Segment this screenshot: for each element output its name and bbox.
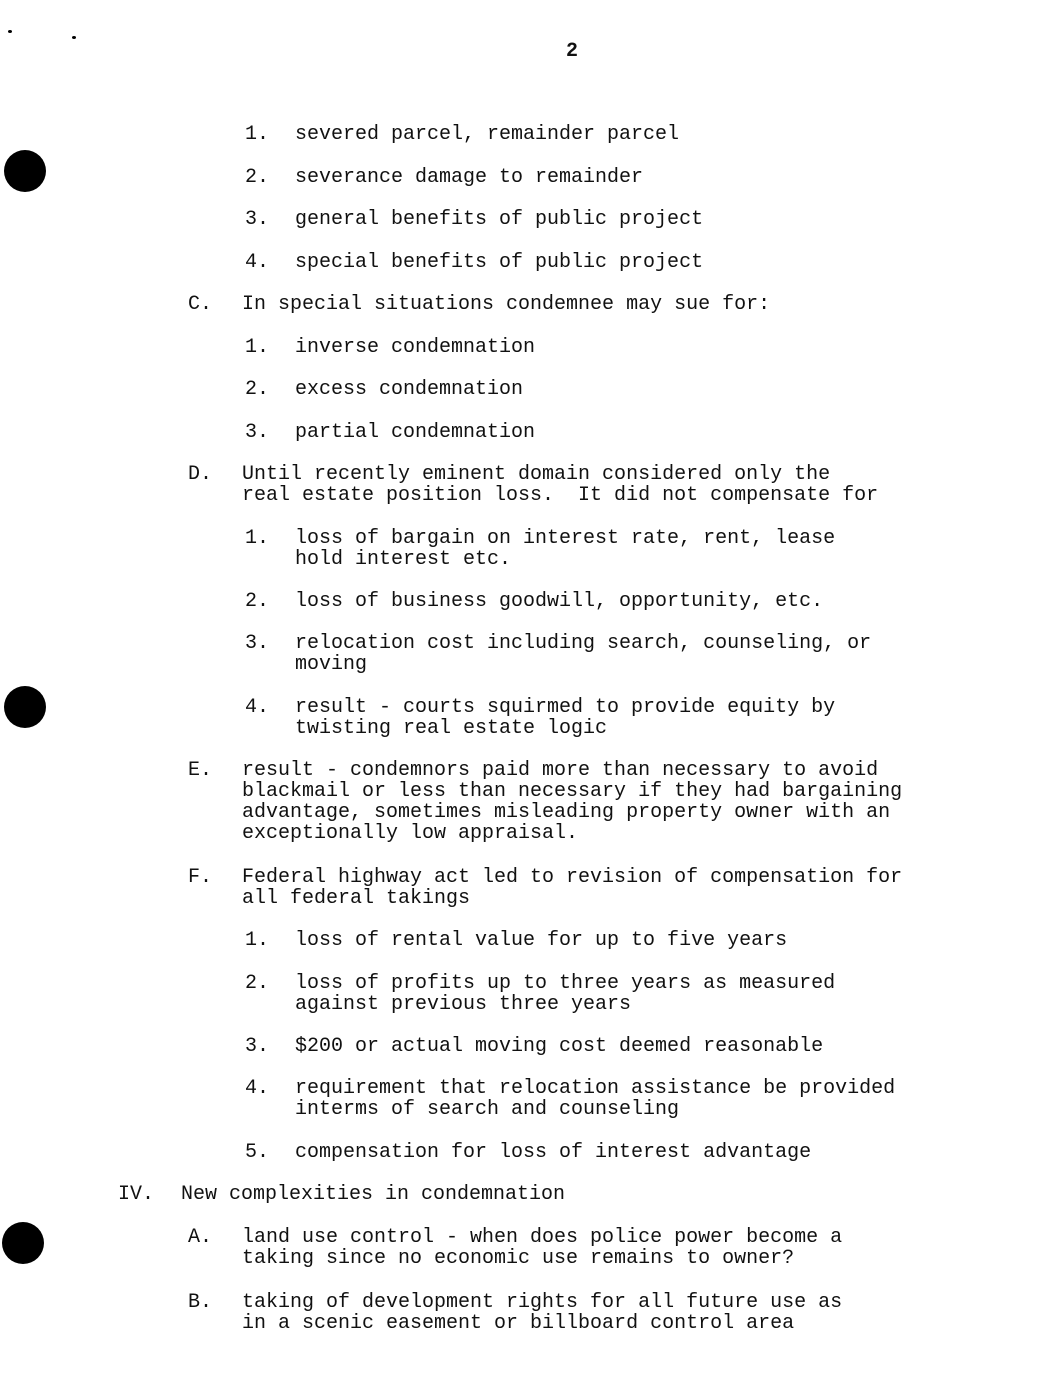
item-text: loss of rental value for up to five years — [295, 929, 788, 952]
outline-item — [245, 591, 823, 612]
item-text: Federal highway act led to revision of compensation for all federal takings — [242, 866, 903, 910]
item-text: special benefits of public project — [295, 251, 704, 274]
outline-item — [245, 1078, 895, 1120]
outline-item — [245, 252, 703, 273]
item-marker: 1. — [245, 929, 270, 952]
item-text: result - condemnors paid more than necessary to avoid blackmail or less than necessary if they had bargaining advantage, sometimes misleading property owner with an exceptionally low appraisal. — [242, 759, 903, 845]
outline-item — [245, 973, 835, 1015]
outline-item — [245, 1142, 811, 1163]
item-marker: 3. — [245, 632, 270, 655]
outline-item — [188, 1292, 842, 1334]
item-text: excess condemnation — [295, 378, 524, 401]
item-text: $200 or actual moving cost deemed reasonable — [295, 1035, 824, 1058]
punch-hole — [4, 150, 46, 192]
item-text: compensation for loss of interest advantage — [295, 1141, 812, 1164]
outline-item — [188, 1227, 842, 1269]
outline-item — [245, 124, 679, 145]
outline-item — [245, 633, 871, 675]
item-marker: 2. — [245, 378, 270, 401]
item-text: Until recently eminent domain considered only the real estate position loss. It did not compensate for — [242, 463, 879, 507]
outline-item — [245, 167, 643, 188]
item-marker: 4. — [245, 1077, 270, 1100]
item-marker: 3. — [245, 421, 270, 444]
item-text: general benefits of public project — [295, 208, 704, 231]
page-number: 2 — [566, 40, 579, 63]
item-marker: C. — [188, 293, 213, 316]
item-marker: 1. — [245, 527, 270, 550]
outline-item — [245, 209, 703, 230]
item-marker: IV. — [118, 1183, 155, 1206]
outline-item — [188, 867, 902, 909]
item-text: severance damage to remainder — [295, 166, 644, 189]
item-marker: 3. — [245, 208, 270, 231]
item-marker: 2. — [245, 166, 270, 189]
outline-item — [245, 379, 523, 400]
outline-item — [245, 422, 535, 443]
item-marker: A. — [188, 1226, 213, 1249]
item-text: result - courts squirmed to provide equity by twisting real estate logic — [295, 696, 836, 740]
item-text: partial condemnation — [295, 421, 536, 444]
punch-hole — [4, 686, 46, 728]
item-marker: 5. — [245, 1141, 270, 1164]
item-marker: B. — [188, 1291, 213, 1314]
outline-item — [188, 760, 902, 844]
item-marker: 1. — [245, 123, 270, 146]
item-marker: 2. — [245, 590, 270, 613]
outline-item — [245, 528, 835, 570]
item-marker: 3. — [245, 1035, 270, 1058]
item-text: taking of development rights for all future use as in a scenic easement or billboard control area — [242, 1291, 843, 1335]
item-text: New complexities in condemnation — [181, 1183, 566, 1206]
item-text: inverse condemnation — [295, 336, 536, 359]
scan-speck — [72, 36, 76, 39]
outline-item — [245, 337, 535, 358]
item-text: loss of bargain on interest rate, rent, lease hold interest etc. — [295, 527, 836, 571]
item-marker: 1. — [245, 336, 270, 359]
scan-speck — [8, 30, 12, 33]
item-marker: 2. — [245, 972, 270, 995]
item-marker: E. — [188, 759, 213, 782]
item-text: requirement that relocation assistance be provided interms of search and counseling — [295, 1077, 896, 1121]
item-text: relocation cost including search, counseling, or moving — [295, 632, 872, 676]
item-text: In special situations condemnee may sue for: — [242, 293, 771, 316]
item-marker: F. — [188, 866, 213, 889]
outline-item — [188, 464, 878, 506]
item-marker: 4. — [245, 696, 270, 719]
item-text: severed parcel, remainder parcel — [295, 123, 680, 146]
outline-item — [188, 294, 770, 315]
item-marker: 4. — [245, 251, 270, 274]
outline-item — [118, 1184, 565, 1205]
outline-item — [245, 1036, 823, 1057]
item-text: loss of business goodwill, opportunity, etc. — [295, 590, 824, 613]
punch-hole — [2, 1222, 44, 1264]
outline-item — [245, 930, 787, 951]
item-text: loss of profits up to three years as measured against previous three years — [295, 972, 836, 1016]
item-text: land use control - when does police power become a taking since no economic use remains to owner? — [242, 1226, 843, 1270]
outline-item — [245, 697, 835, 739]
item-marker: D. — [188, 463, 213, 486]
